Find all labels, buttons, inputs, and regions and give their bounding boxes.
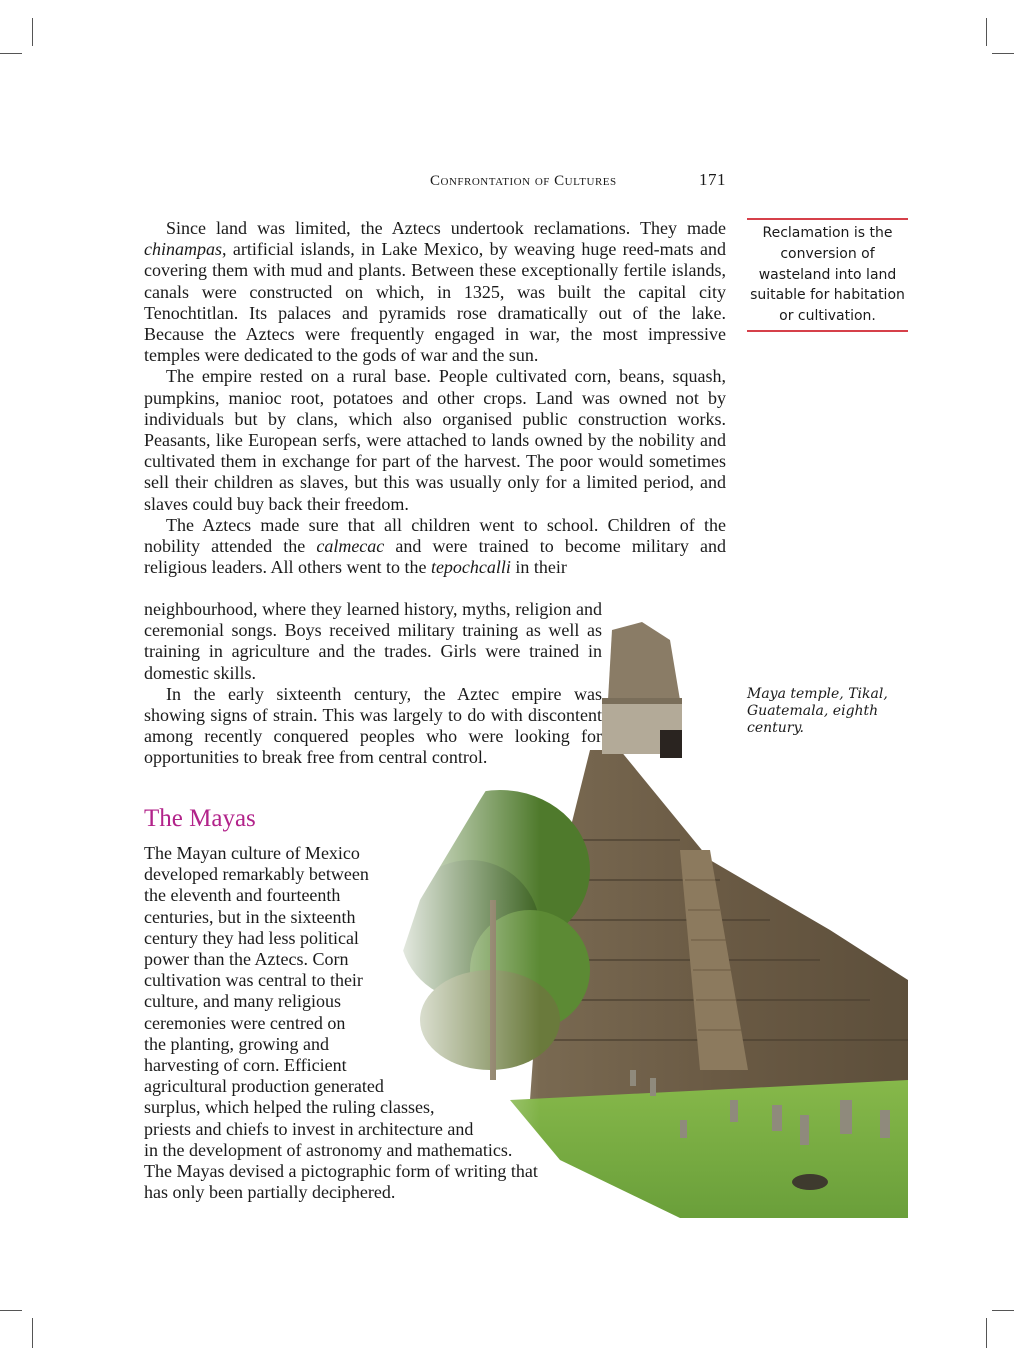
mayas-line: in the development of astronomy and mathematics. bbox=[144, 1139, 513, 1160]
mayas-line: developed remarkably between bbox=[144, 864, 369, 885]
paragraph-reclamation: Since land was limited, the Aztecs undertook reclamations. They made chinampas, artificial islands, in Lake Mexico, by weaving huge reed-mats and covering them with mud and plants. Between these exceptionally fertile islands, canals were constructed on which, in 1325, was built the capital city Tenochtitlan. Its palaces and pyramids rose dramatically out of the lake. Because the Aztecs were frequently engaged in war, the most impressive temples were dedicated to the gods of war and the sun. bbox=[144, 218, 726, 366]
mayas-lines bbox=[144, 843, 538, 1203]
section-heading: The Mayas bbox=[144, 805, 256, 832]
body-text-top bbox=[144, 218, 726, 578]
crop-mark bbox=[992, 1310, 1014, 1311]
mayas-line: The Mayas devised a pictographic form of writing that bbox=[144, 1161, 538, 1182]
paragraph-strain: In the early sixteenth century, the Aztec empire was showing signs of strain. This was largely to do with discontent among recently conquered peoples who were looking for opportunities to break free from central control. bbox=[144, 683, 602, 768]
mayas-line: The Mayan culture of Mexico bbox=[144, 843, 360, 863]
mayas-line: has only been partially deciphered. bbox=[144, 1182, 396, 1203]
crop-mark bbox=[32, 1318, 33, 1348]
crop-mark bbox=[32, 18, 33, 46]
photo-caption: Maya temple, Tikal, Guatemala, eighth century. bbox=[747, 686, 888, 736]
paragraph-schools-b: neighbourhood, where they learned history, myths, religion and ceremonial songs. Boys received military training as well as training in agriculture and the trades. Girls were trained in domestic skills. bbox=[144, 599, 602, 683]
mayas-line: surplus, which helped the ruling classes, bbox=[144, 1097, 435, 1118]
mayas-line: harvesting of corn. Efficient bbox=[144, 1055, 347, 1076]
paragraph-schools-a: The Aztecs made sure that all children went to school. Children of the nobility attended the calmecac and were trained to become military and religious leaders. All others went to the tepochcalli in their bbox=[144, 514, 726, 578]
mayas-line: cultivation was central to their bbox=[144, 970, 363, 991]
mayas-line: the planting, growing and bbox=[144, 1033, 329, 1054]
mayas-line: ceremonies were centred on bbox=[144, 1012, 346, 1033]
page-number: 171 bbox=[699, 170, 726, 189]
crop-mark bbox=[992, 53, 1014, 54]
body-text-middle bbox=[144, 599, 602, 769]
crop-mark bbox=[986, 18, 987, 46]
running-title: Confrontation of Cultures bbox=[430, 173, 617, 189]
mayas-line: century they had less political bbox=[144, 927, 359, 948]
mayas-line: priests and chiefs to invest in architecture and bbox=[144, 1118, 474, 1139]
crop-mark bbox=[0, 53, 22, 54]
crop-mark bbox=[0, 1310, 22, 1311]
mayas-text bbox=[144, 843, 538, 1203]
running-head bbox=[430, 170, 726, 190]
mayas-line: agricultural production generated bbox=[144, 1076, 384, 1097]
mayas-line: centuries, but in the sixteenth bbox=[144, 906, 356, 927]
margin-note-reclamation: Reclamation is the conversion of wasteland into land suitable for habitation or cultivation. bbox=[747, 218, 908, 332]
crop-mark bbox=[986, 1318, 987, 1348]
mayas-line: the eleventh and fourteenth bbox=[144, 885, 341, 906]
mayas-line: culture, and many religious bbox=[144, 991, 341, 1012]
mayas-line: power than the Aztecs. Corn bbox=[144, 949, 349, 970]
paragraph-rural-base: The empire rested on a rural base. People cultivated corn, beans, squash, pumpkins, manioc root, potatoes and other crops. Land was owned not by individuals but by clans, which also organised public construction works. Peasants, like European serfs, were attached to lands owned by the nobility and cultivated them in exchange for part of the harvest. The poor would sometimes sell their children as slaves, but this was usually only for a limited period, and slaves could buy back their freedom. bbox=[144, 366, 726, 514]
